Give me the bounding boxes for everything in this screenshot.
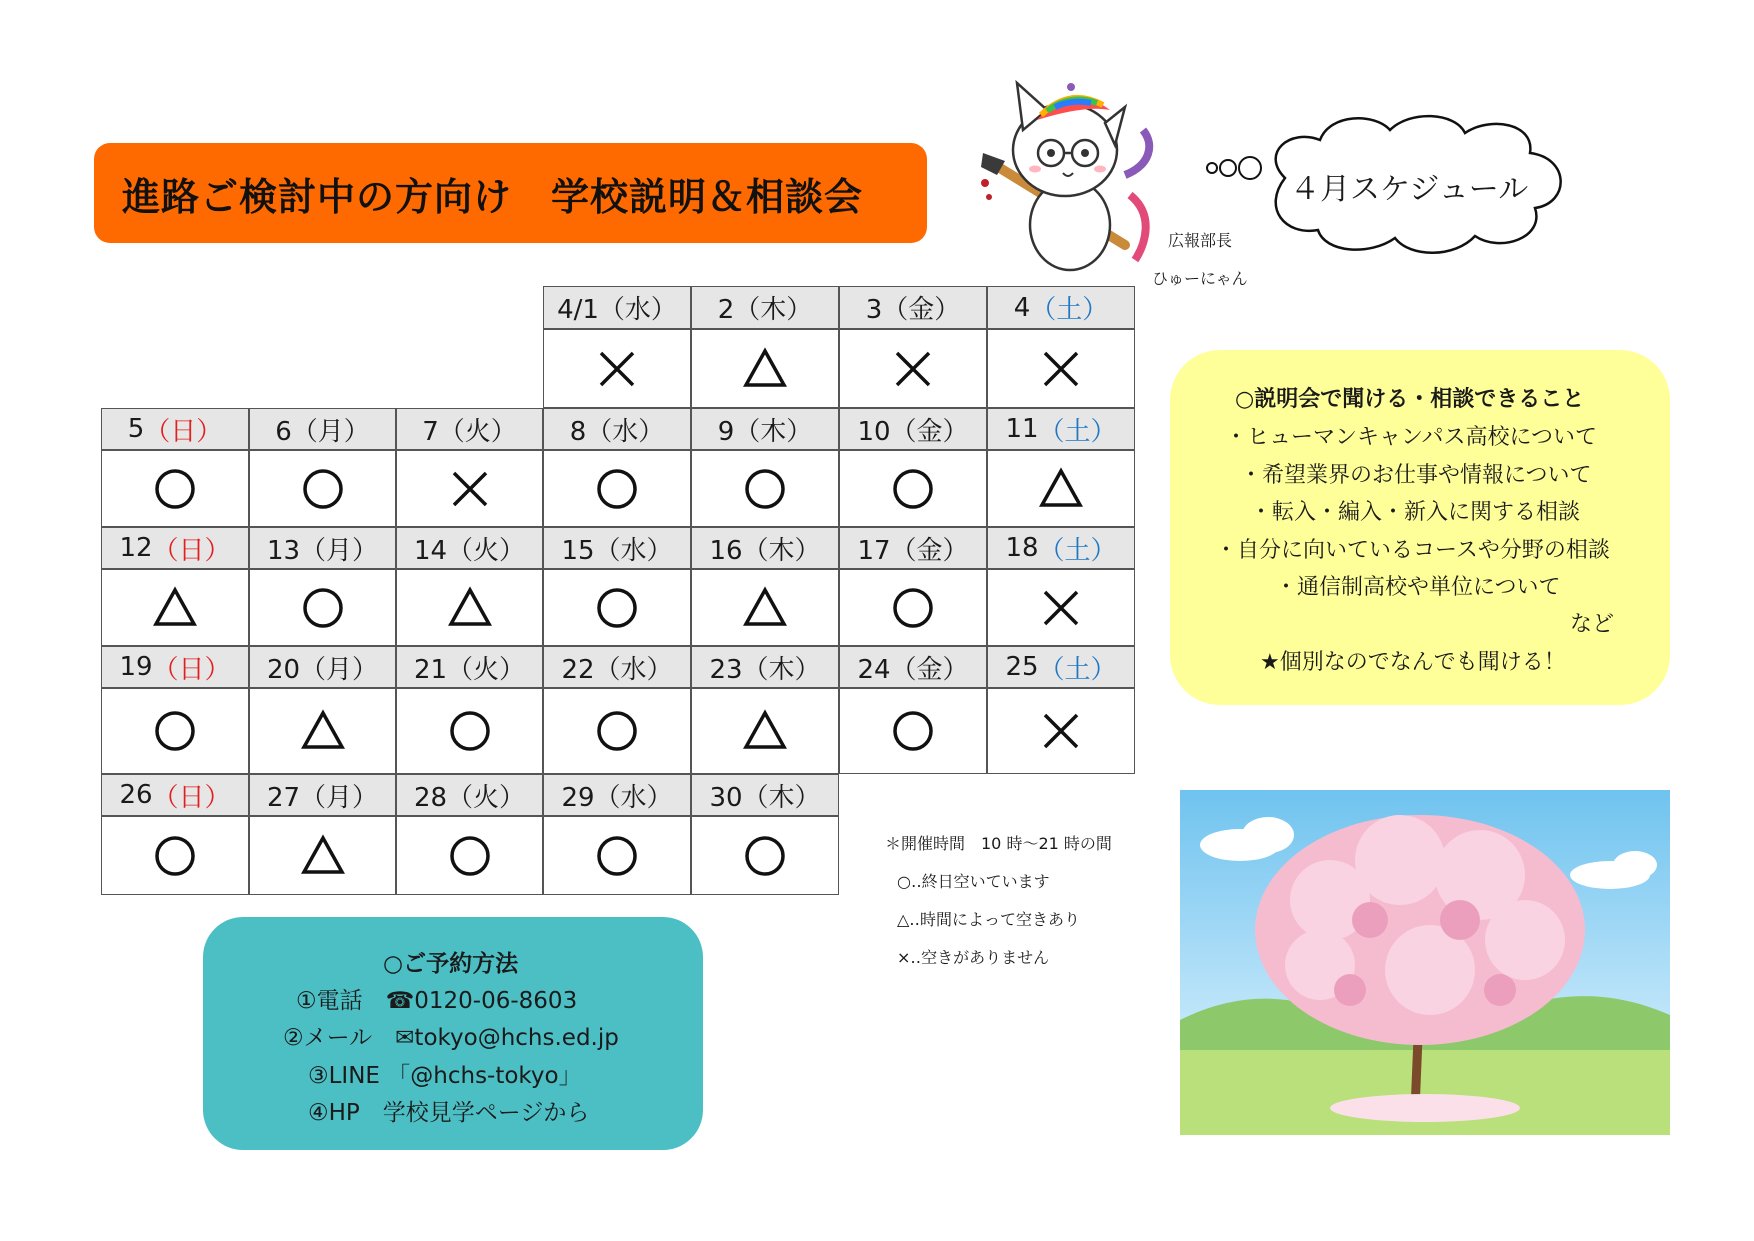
calendar-day-header [249,774,396,816]
calendar-day-header [839,527,987,569]
availability-cell [396,816,543,895]
available-circle-icon [595,834,639,878]
day-label: 10（金） [857,416,969,447]
calendar-day-header [249,408,396,450]
available-circle-icon [595,709,639,753]
day-label: 23（木） [709,654,821,685]
calendar-day-header [101,527,249,569]
availability-cell [101,450,249,527]
legend-triangle: △‥時間によって空きあり [897,910,1080,929]
available-circle-icon [301,467,345,511]
calendar-day-header [987,527,1135,569]
partial-triangle-icon [1039,467,1083,511]
available-circle-icon [448,834,492,878]
reserve-heading: ○ご予約方法 [383,951,519,977]
availability-cell [987,329,1135,408]
info-item: ・転入・編入・新入に関する相談 [1250,500,1581,525]
available-circle-icon [891,467,935,511]
day-number: 4 [1013,292,1031,323]
unavailable-cross-icon [1039,347,1083,391]
available-circle-icon [448,709,492,753]
day-number: 12 [119,533,153,563]
availability-cell [691,688,839,774]
info-heading: ○説明会で聞ける・相談できること [1235,387,1585,412]
reservation-box [203,917,703,1150]
calendar-day-header [101,408,249,450]
info-item: ・希望業界のお仕事や情報について [1240,463,1592,488]
day-label: 8（水） [569,416,665,447]
available-circle-icon [891,586,935,630]
availability-cell [101,569,249,646]
unavailable-cross-icon [448,467,492,511]
calendar-day-header [839,286,987,329]
calendar-day-header [691,408,839,450]
saturday-label: （土） [1038,535,1117,566]
day-label: 2（木） [717,295,813,325]
day-number: 11 [1005,414,1039,444]
availability-cell [691,569,839,646]
available-circle-icon [743,834,787,878]
day-label: 24（金） [857,654,969,685]
day-label: 28（火） [413,782,526,813]
day-label: 29（水） [561,782,673,813]
availability-cell [987,688,1135,774]
calendar-day-header [987,286,1135,329]
day-label: 30（木） [709,782,821,813]
availability-cell [987,450,1135,527]
day-label: 15（水） [561,535,673,566]
day-label: 16（木） [709,535,821,566]
reserve-mail: ②メール ✉tokyo@hchs.ed.jp [283,1025,619,1051]
schedule-heading: ４月スケジュール [1290,172,1529,207]
day-label: 13（月） [266,535,379,566]
availability-cell [543,329,691,408]
reserve-line: ③LINE 「@hchs-tokyo」 [308,1063,582,1089]
availability-cell [691,450,839,527]
calendar-day-header [543,408,691,450]
availability-cell [691,816,839,895]
day-label: 21（火） [413,654,526,685]
sunday-label: （日） [152,654,231,685]
calendar-day-header [987,646,1135,688]
legend-circle: ○‥終日空いています [897,872,1050,891]
partial-triangle-icon [743,347,787,391]
availability-cell [249,450,396,527]
day-label: 20（月） [266,654,379,685]
unavailable-cross-icon [1039,586,1083,630]
day-label: 4/1（水） [557,295,677,325]
availability-cell [543,816,691,895]
calendar-day-header [839,408,987,450]
availability-cell [543,450,691,527]
calendar-day-header [249,527,396,569]
available-circle-icon [153,709,197,753]
info-item: ・通信制高校や単位について [1275,575,1561,600]
day-label: 9（木） [717,416,813,447]
day-number: 25 [1005,652,1039,682]
day-label: 27（月） [266,782,379,813]
availability-cell [249,569,396,646]
sunday-label: （日） [152,535,231,566]
available-circle-icon [743,467,787,511]
day-number: 26 [119,780,153,810]
mascot-role: 広報部長 [1168,231,1233,250]
calendar-day-header [839,646,987,688]
calendar-day-header [691,286,839,329]
info-item: ・ヒューマンキャンパス高校について [1225,425,1598,450]
sunday-label: （日） [144,416,223,447]
calendar-day-header [543,646,691,688]
availability-cell [839,329,987,408]
calendar-day-header [543,286,691,329]
calendar-day-header [396,646,543,688]
calendar-day-header [249,646,396,688]
day-label: 22（水） [561,654,673,685]
calendar-day-header [396,774,543,816]
availability-cell [249,688,396,774]
partial-triangle-icon [448,586,492,630]
available-circle-icon [595,467,639,511]
mascot-cat-illustration [975,75,1175,275]
availability-cell [543,569,691,646]
hours-note: ＊開催時間 10 時～21 時の間 [885,834,1112,853]
calendar-day-header [691,527,839,569]
availability-cell [691,329,839,408]
reserve-hp: ④HP 学校見学ページから [308,1100,590,1126]
saturday-label: （土） [1038,654,1117,685]
day-number: 18 [1005,533,1039,563]
day-label: 17（金） [857,535,969,566]
info-note: ★個別なのでなんでも聞ける！ [1260,650,1566,675]
available-circle-icon [891,709,935,753]
saturday-label: （土） [1038,416,1117,447]
calendar-day-header [691,774,839,816]
legend-cross: ×‥空きがありません [897,948,1050,967]
availability-cell [987,569,1135,646]
calendar-day-header [691,646,839,688]
availability-cell [839,450,987,527]
day-number: 5 [127,414,145,444]
partial-triangle-icon [301,834,345,878]
day-label: 6（月） [275,416,370,447]
partial-triangle-icon [153,586,197,630]
page-title: 進路ご検討中の方向け 学校説明＆相談会 [122,174,864,219]
unavailable-cross-icon [891,347,935,391]
cherry-blossom-illustration [1180,790,1670,1135]
calendar-day-header [396,408,543,450]
availability-cell [101,816,249,895]
availability-cell [839,688,987,774]
availability-cell [101,688,249,774]
reserve-phone: ①電話 ☎0120-06-8603 [296,988,578,1014]
calendar-day-header [396,527,543,569]
availability-cell [249,816,396,895]
availability-cell [543,688,691,774]
partial-triangle-icon [743,709,787,753]
day-label: 7（火） [422,416,517,447]
partial-triangle-icon [743,586,787,630]
calendar-day-header [987,408,1135,450]
info-item: ・自分に向いているコースや分野の相談 [1215,538,1610,563]
unavailable-cross-icon [595,347,639,391]
availability-cell [396,688,543,774]
calendar-day-header [543,527,691,569]
saturday-label: （土） [1030,295,1109,325]
availability-cell [396,569,543,646]
calendar-day-header [543,774,691,816]
sunday-label: （日） [152,782,231,813]
info-box [1170,350,1670,705]
available-circle-icon [153,467,197,511]
day-label: 14（火） [413,535,526,566]
info-etc: など [1570,612,1615,637]
available-circle-icon [595,586,639,630]
title-banner [94,143,927,243]
day-label: 3（金） [865,295,961,325]
day-number: 19 [119,652,153,682]
calendar-day-header [101,774,249,816]
available-circle-icon [153,834,197,878]
partial-triangle-icon [301,709,345,753]
legend-notes [885,825,1112,977]
calendar-day-header [101,646,249,688]
unavailable-cross-icon [1039,709,1083,753]
availability-cell [839,569,987,646]
mascot-name: ひゅーにゃん [1152,269,1248,288]
available-circle-icon [301,586,345,630]
availability-cell [396,450,543,527]
